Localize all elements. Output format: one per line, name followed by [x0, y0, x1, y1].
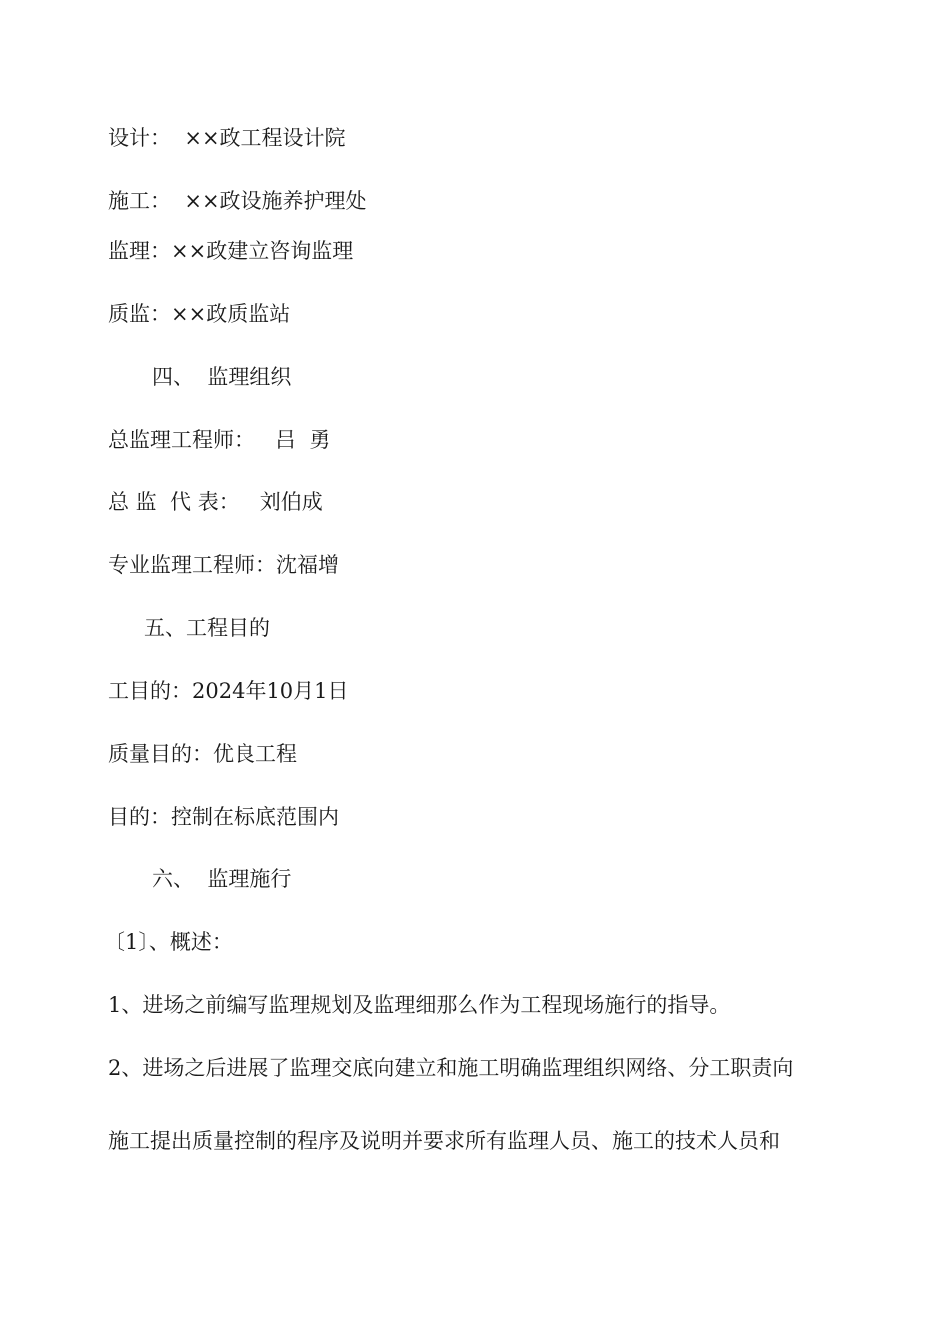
paragraph-item-2: 2、进场之后进展了监理交底向建立和施工明确监理组织网络、分工职责向 — [108, 1056, 794, 1080]
quality-supervision-line: 质监：××政质监站 — [108, 302, 291, 326]
section-heading-project-goals: 五、工程目的 — [144, 616, 270, 640]
supervision-unit-line: 监理：××政建立咨询监理 — [108, 239, 354, 263]
cost-goal-line: 目的：控制在标底范围内 — [108, 805, 339, 829]
design-unit-line: 设计： ××政工程设计院 — [108, 126, 346, 150]
section-heading-supervision-organization: 四、 监理组织 — [152, 365, 292, 389]
construction-unit-line: 施工： ××政设施养护理处 — [108, 189, 367, 213]
specialist-engineer-line: 专业监理工程师：沈福增 — [108, 553, 339, 577]
chief-engineer-line: 总监理工程师： 吕 勇 — [108, 428, 331, 452]
paragraph-item-1: 1、进场之前编写监理规划及监理细那么作为工程现场施行的指导。 — [108, 993, 731, 1017]
subsection-overview: 〔1〕、概述： — [104, 930, 233, 954]
chief-representative-line: 总 监 代 表： 刘伯成 — [108, 490, 323, 514]
quality-goal-line: 质量目的：优良工程 — [108, 742, 297, 766]
paragraph-item-2-continued: 施工提出质量控制的程序及说明并要求所有监理人员、施工的技术人员和 — [108, 1129, 780, 1153]
section-heading-supervision-implementation: 六、 监理施行 — [152, 867, 292, 891]
schedule-goal-line: 工目的：2024年10月1日 — [108, 679, 349, 703]
